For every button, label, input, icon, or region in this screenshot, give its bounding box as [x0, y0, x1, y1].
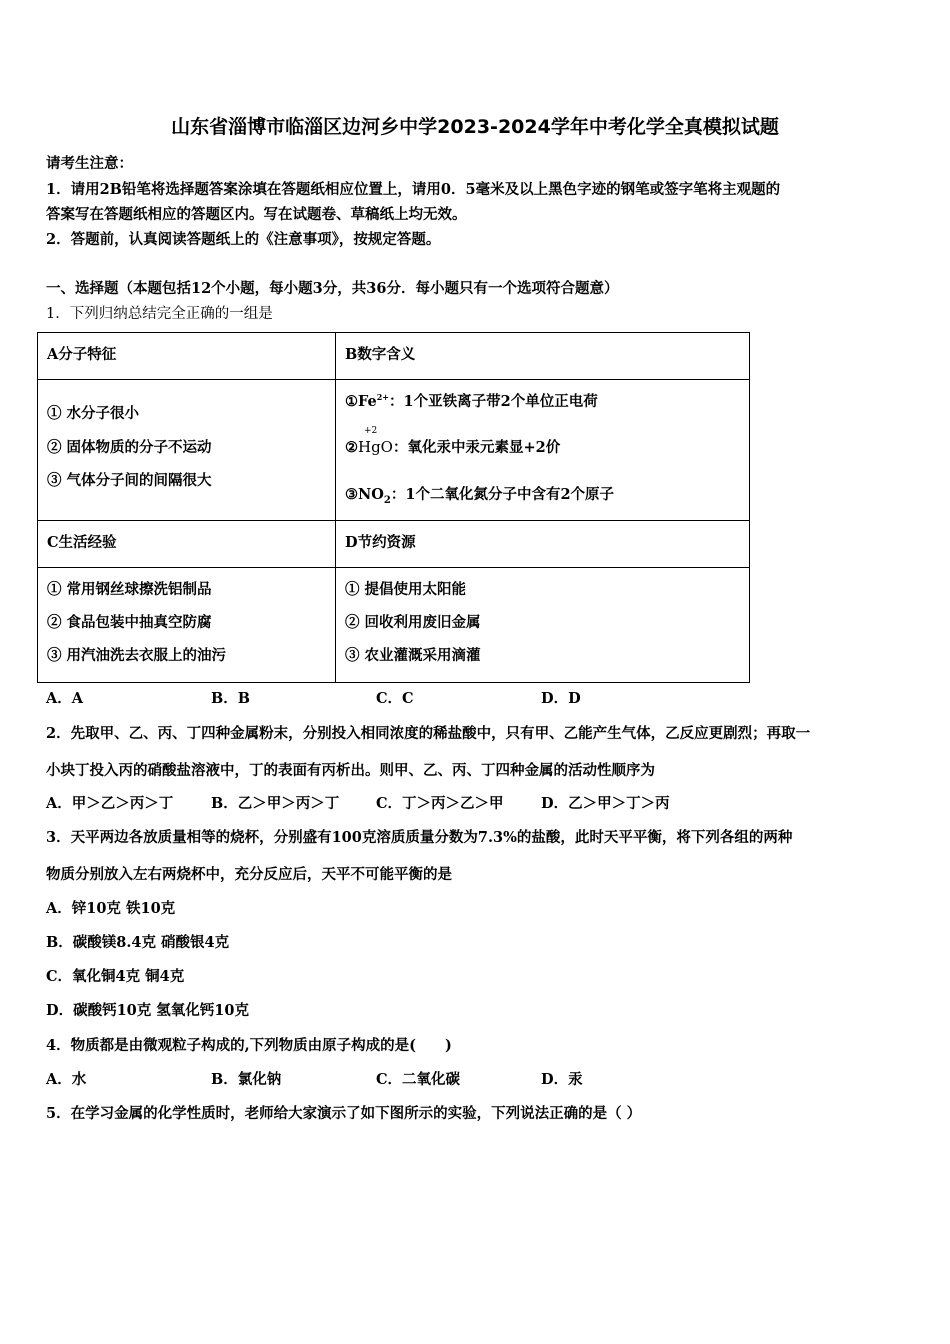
q3-line-2: 物质分别放入左右两烧杯中，充分反应后，天平不可能平衡的是 — [46, 866, 452, 883]
q3-option-a[interactable]: A．锌10克 铁10克 — [46, 900, 176, 917]
q1-cell-a-head — [38, 333, 336, 380]
q1-b3-prefix: ③NO — [345, 486, 384, 503]
q1-cell-b-items — [336, 380, 750, 521]
q1-b2-formula: HgO — [358, 438, 393, 456]
q1-cell-c-items — [38, 568, 336, 683]
q1-b3-subscript: 2 — [383, 494, 391, 506]
q2-line-2: 小块丁投入丙的硝酸盐溶液中，丁的表面有丙析出。则甲、乙、丙、丁四种金属的活动性顺序为 — [46, 762, 655, 779]
q1-b2-formula-wrap — [358, 426, 393, 456]
q1-c-item-3: ③ 用汽油洗去衣服上的油污 — [47, 647, 227, 664]
q3-option-d[interactable]: D．碳酸钙10克 氢氧化钙10克 — [46, 1002, 249, 1019]
q1-cell-d-head — [336, 521, 750, 568]
q4-option-d[interactable]: D．汞 — [541, 1071, 583, 1088]
q1-b1-rest: ：1个亚铁离子带2个单位正电荷 — [389, 393, 598, 410]
q2-option-d[interactable]: D．乙＞甲＞丁＞丙 — [541, 795, 670, 812]
q5-stem: 5．在学习金属的化学性质时，老师给大家演示了如下图所示的实验，下列说法正确的是（ ） — [46, 1105, 642, 1122]
q4-stem: 4．物质都是由微观粒子构成的,下列物质由原子构成的是( ) — [46, 1037, 452, 1054]
q1-b-item-3 — [345, 483, 614, 506]
q1-cell-c-head — [38, 521, 336, 568]
section-heading: 一、选择题（本题包括12个小题，每小题3分，共36分．每小题只有一个选项符合题意） — [46, 280, 619, 297]
notice-line-1a: 1．请用2B铅笔将选择题答案涂填在答题纸相应位置上，请用0．5毫米及以上黑色字迹的钢笔或签字笔将主观题的 — [46, 181, 781, 198]
page-title: 山东省淄博市临淄区边河乡中学2023-2024学年中考化学全真模拟试题 — [171, 116, 779, 138]
q1-b-item-2 — [345, 426, 561, 457]
q1-option-d[interactable]: D．D — [541, 690, 581, 707]
notice-line-2: 2．答题前，认真阅读答题纸上的《注意事项》，按规定答题。 — [46, 231, 441, 248]
q3-option-c[interactable]: C．氧化铜4克 铜4克 — [46, 968, 185, 985]
q1-table — [37, 332, 750, 683]
notice-line-1b: 答案写在答题纸相应的答题区内。写在试题卷、草稿纸上均无效。 — [46, 206, 467, 223]
q1-d-item-3: ③ 农业灌溉采用滴灌 — [345, 647, 481, 664]
q1-d-item-2: ② 回收利用废旧金属 — [345, 614, 481, 631]
q2-option-c[interactable]: C．丁＞丙＞乙＞甲 — [376, 795, 504, 812]
q4-option-b[interactable]: B．氯化钠 — [211, 1071, 282, 1088]
q1-d-head: D节约资源 — [345, 534, 416, 551]
q1-cell-d-items — [336, 568, 750, 683]
q3-option-b[interactable]: B．碳酸镁8.4克 硝酸银4克 — [46, 934, 230, 951]
q1-cell-b-head — [336, 333, 750, 380]
q1-b1-charge: 2+ — [376, 392, 390, 403]
q4-option-a[interactable]: A．水 — [46, 1071, 87, 1088]
q1-b-head: B数字含义 — [345, 346, 416, 363]
q1-a-item-2: ② 固体物质的分子不运动 — [47, 439, 212, 456]
q1-option-a[interactable]: A．A — [46, 690, 84, 707]
q1-d-item-1: ① 提倡使用太阳能 — [345, 581, 467, 598]
q1-a-item-1: ① 水分子很小 — [47, 405, 140, 422]
q2-line-1: 2．先取甲、乙、丙、丁四种金属粉末，分别投入相同浓度的稀盐酸中，只有甲、乙能产生气体，乙反应更剧烈；再取一 — [46, 725, 811, 742]
q1-option-b[interactable]: B．B — [211, 690, 251, 707]
q1-option-c[interactable]: C．C — [376, 690, 414, 707]
q4-option-c[interactable]: C．二氧化碳 — [376, 1071, 461, 1088]
q2-option-a[interactable]: A．甲＞乙＞丙＞丁 — [46, 795, 174, 812]
q1-stem: 1．下列归纳总结完全正确的一组是 — [46, 306, 273, 322]
q1-c-head: C生活经验 — [47, 534, 117, 551]
q2-option-b[interactable]: B．乙＞甲＞丙＞丁 — [211, 795, 340, 812]
q1-b2-prefix: ② — [345, 439, 358, 456]
q1-c-item-1: ① 常用钢丝球擦洗铝制品 — [47, 581, 212, 598]
q1-a-head: A分子特征 — [47, 346, 117, 363]
q1-b-item-1 — [345, 390, 598, 411]
q1-a-item-3: ③ 气体分子间的间隔很大 — [47, 472, 212, 489]
q1-b2-valence: +2 — [364, 426, 378, 436]
q1-b3-rest: ：1个二氧化氮分子中含有2个原子 — [390, 486, 615, 503]
notice-heading: 请考生注意： — [46, 155, 133, 172]
q1-b2-rest: ：氧化汞中汞元素显+2价 — [392, 439, 561, 456]
q1-c-item-2: ② 食品包装中抽真空防腐 — [47, 614, 212, 631]
q1-cell-a-items — [38, 380, 336, 521]
q1-b1-prefix: ①Fe — [345, 393, 377, 410]
q3-line-1: 3．天平两边各放质量相等的烧杯，分别盛有100克溶质质量分数为7.3%的盐酸，此时天平平衡，将下列各组的两种 — [46, 829, 793, 846]
